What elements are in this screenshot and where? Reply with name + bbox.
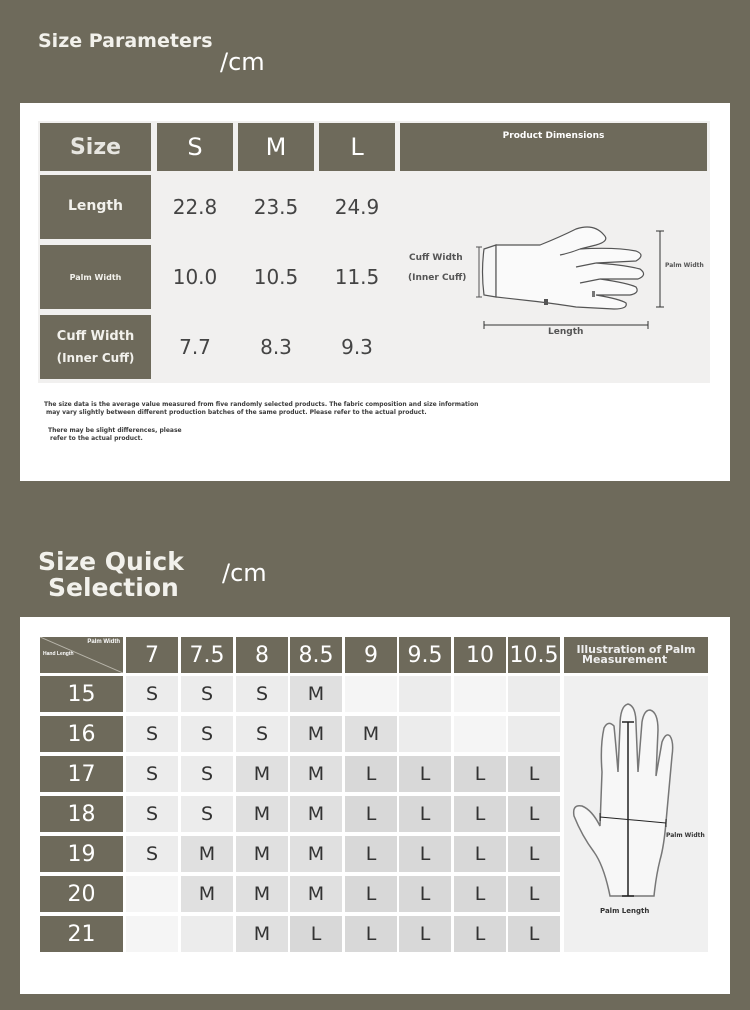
size-selection-cell: S	[181, 676, 233, 712]
hand-palm-width-label: Palm Width	[666, 832, 705, 839]
size-s-header: S	[157, 123, 233, 171]
size-m-header: M	[238, 123, 314, 171]
size-selection-cell: L	[345, 756, 397, 792]
length-row-label	[40, 175, 151, 239]
size-selection-cell	[399, 716, 451, 752]
size-selection-cell: M	[290, 836, 342, 872]
size-header-cell: Size	[40, 123, 151, 171]
length-m-value: 23.5	[253, 195, 299, 219]
cuff-width-label: Cuff Width	[56, 328, 135, 344]
size-selection-cell: L	[454, 796, 506, 832]
size-note-1	[44, 401, 704, 418]
size-selection-cell: L	[345, 876, 397, 912]
size-selection-cell: S	[126, 836, 178, 872]
size-selection-cell: L	[399, 916, 451, 952]
size-selection-cell: L	[399, 756, 451, 792]
palm-width-header: 9	[345, 637, 397, 673]
palm-width-row-label	[40, 245, 151, 309]
size-selection-cell: L	[454, 876, 506, 912]
corner-palm-width-label: Palm Width	[87, 639, 120, 645]
size-selection-cell: L	[345, 836, 397, 872]
length-s-value: 22.8	[172, 195, 218, 219]
size-selection-cell: S	[236, 716, 288, 752]
palm-width-header: 10	[454, 637, 506, 673]
glove-cuff-shape	[483, 245, 497, 297]
size-selection-cell: M	[290, 796, 342, 832]
size-selection-cell: L	[508, 836, 560, 872]
size-selection-cell: L	[399, 796, 451, 832]
diagram-length-label: Length	[548, 327, 584, 337]
cuff-width-m-value: 8.3	[260, 335, 292, 359]
size-selection-cell	[508, 716, 560, 752]
size-selection-cell: M	[181, 876, 233, 912]
hand-length-row-header: 19	[40, 836, 123, 872]
illustration-header	[564, 637, 708, 673]
size-selection-cell: S	[181, 796, 233, 832]
size-selection-cell: L	[290, 916, 342, 952]
size-selection-cell	[126, 916, 178, 952]
length-label: Length	[67, 198, 124, 215]
size-selection-cell: S	[181, 716, 233, 752]
size-selection-cell: S	[126, 716, 178, 752]
palm-width-label: Palm Width	[69, 272, 122, 282]
hand-length-row-header: 15	[40, 676, 123, 712]
corner-hand-length-label: Hand Length	[43, 651, 74, 657]
cuff-width-l-value: 9.3	[341, 335, 373, 359]
size-selection-cell: S	[126, 796, 178, 832]
inner-cuff-label: (Inner Cuff)	[56, 350, 135, 365]
diagram-inner-cuff-label: (Inner Cuff)	[408, 273, 467, 283]
size-selection-cell: L	[399, 836, 451, 872]
size-selection-cell: L	[508, 756, 560, 792]
palm-width-s-value: 10.0	[172, 265, 218, 289]
size-selection-cell: L	[345, 796, 397, 832]
size-note-2	[48, 427, 348, 444]
size-quick-selection-unit: /cm	[222, 559, 267, 587]
hand-illustration-area	[564, 676, 708, 952]
illustration-label-line-1: Illustration of Palm	[576, 643, 696, 656]
palm-width-header: 7.5	[181, 637, 233, 673]
cuff-width-bracket	[476, 247, 482, 297]
size-selection-cell	[454, 676, 506, 712]
hand-length-row-header: 21	[40, 916, 123, 952]
diagram-cuff-width-label: Cuff Width	[409, 253, 463, 263]
cuff-width-row-label	[40, 315, 151, 379]
size-selection-cell: S	[126, 756, 178, 792]
size-selection-cell: L	[454, 916, 506, 952]
size-selection-cell: L	[399, 876, 451, 912]
glove-button-detail	[592, 291, 595, 297]
product-dimensions-label: Product Dimensions	[502, 131, 605, 141]
size-selection-cell: M	[181, 836, 233, 872]
size-note-line-3: There may be slight differences, please	[48, 427, 182, 434]
hand-outline	[574, 704, 673, 896]
size-quick-selection-panel	[20, 617, 730, 994]
size-selection-cell: M	[236, 836, 288, 872]
size-selection-cell: L	[345, 916, 397, 952]
hand-length-row-header: 17	[40, 756, 123, 792]
hand-length-row-header: 16	[40, 716, 123, 752]
size-selection-cell: L	[508, 876, 560, 912]
size-selection-cell	[399, 676, 451, 712]
product-dimensions-header	[400, 123, 707, 171]
size-selection-cell: L	[508, 796, 560, 832]
length-l-value: 24.9	[334, 195, 380, 219]
size-selection-cell: M	[236, 876, 288, 912]
glove-body-shape	[496, 227, 644, 309]
size-quick-selection-title	[38, 549, 184, 601]
palm-width-m-value: 10.5	[253, 265, 299, 289]
cuff-width-s-value: 7.7	[179, 335, 211, 359]
palm-width-header: 9.5	[399, 637, 451, 673]
corner-cell	[40, 637, 123, 673]
size-selection-cell: M	[290, 756, 342, 792]
palm-width-header: 8.5	[290, 637, 342, 673]
size-selection-cell: M	[290, 676, 342, 712]
size-selection-cell: S	[236, 676, 288, 712]
size-selection-cell: L	[508, 916, 560, 952]
size-selection-cell: M	[290, 716, 342, 752]
size-selection-cell: M	[236, 796, 288, 832]
size-selection-cell: S	[181, 756, 233, 792]
size-note-line-4: refer to the actual product.	[50, 435, 143, 443]
palm-width-header: 8	[236, 637, 288, 673]
size-note-line-1: The size data is the average value measured from five randomly selected products. The fabric composition and size information	[44, 401, 479, 408]
size-selection-cell: M	[290, 876, 342, 912]
hand-length-row-header: 18	[40, 796, 123, 832]
size-parameters-panel	[20, 103, 730, 481]
size-selection-cell: L	[454, 756, 506, 792]
size-selection-cell: M	[236, 916, 288, 952]
size-selection-cell	[508, 676, 560, 712]
size-quick-title-line-1: Size Quick	[38, 547, 184, 576]
size-parameters-title: Size Parameters	[38, 30, 213, 52]
size-selection-cell	[126, 876, 178, 912]
size-quick-title-line-2: Selection	[48, 573, 179, 602]
size-selection-cell: L	[454, 836, 506, 872]
illustration-label-line-2: Measurement	[582, 653, 668, 666]
size-l-header: L	[319, 123, 395, 171]
palm-width-header: 7	[126, 637, 178, 673]
size-selection-cell	[454, 716, 506, 752]
hand-palm-length-label: Palm Length	[600, 907, 650, 915]
glove-button-detail	[544, 299, 548, 305]
palm-width-header: 10.5	[508, 637, 560, 673]
size-selection-cell: M	[345, 716, 397, 752]
size-selection-cell	[181, 916, 233, 952]
size-note-line-2: may vary slightly between different production batches of the same product. Please refer to the actual product.	[46, 409, 427, 417]
diagram-palm-width-label: Palm Width	[665, 262, 704, 269]
size-selection-cell	[345, 676, 397, 712]
size-parameters-unit: /cm	[220, 48, 265, 76]
hand-length-row-header: 20	[40, 876, 123, 912]
palm-width-l-value: 11.5	[334, 265, 380, 289]
palm-width-arrow	[656, 231, 664, 307]
size-selection-cell: S	[126, 676, 178, 712]
size-selection-cell: M	[236, 756, 288, 792]
